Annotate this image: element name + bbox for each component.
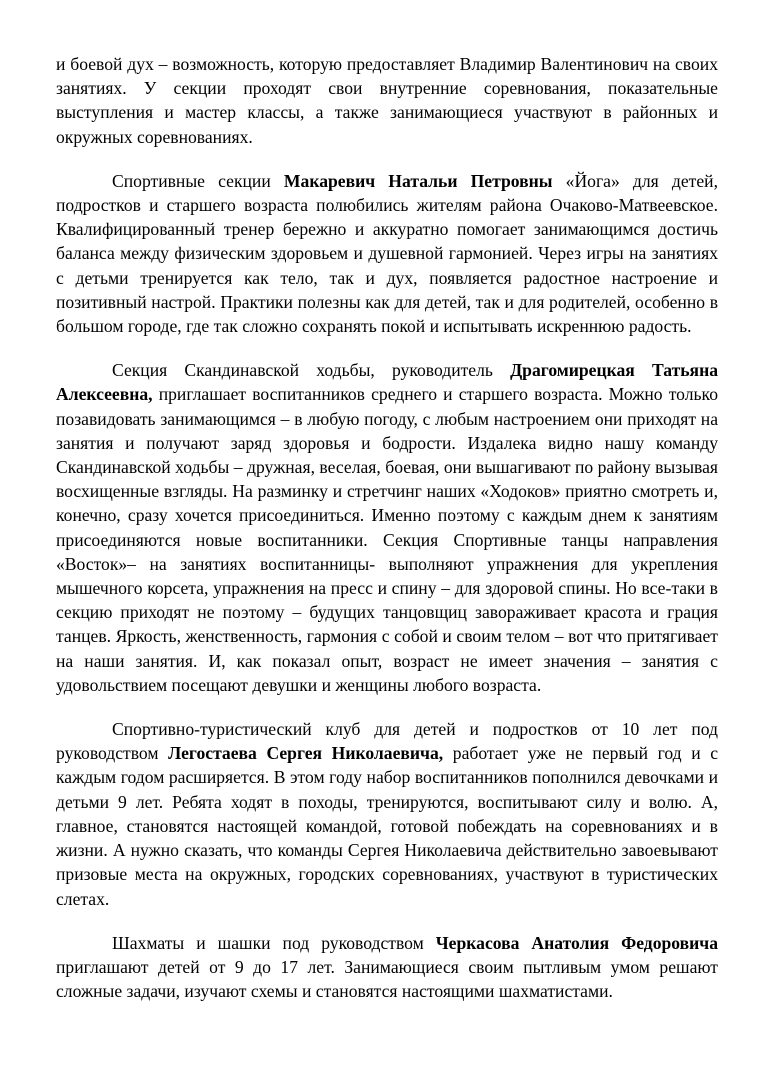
paragraph-chess [56,931,718,1004]
paragraph-text: и боевой дух – возможность, которую предоставляет Владимир Валентинович на своих занятиях. У секции проходят свои внутренние соревнования, показательные выступления и мастер классы, а также занимающиеся участвуют в районных и окружных соревнованиях. [56,54,718,147]
paragraph-nordic-walking [56,358,718,697]
coach-name: Черкасова Анатолия Федоровича [435,932,719,953]
coach-name: Макаревич Натальи Петровны [283,170,553,191]
coach-name: Драгомирецкая Татьяна Алексеевна, [56,360,719,405]
paragraph-tourism-club [56,717,718,911]
paragraph-text: Секция Скандинавской ходьбы, руководитель [112,360,511,381]
paragraph-text: Спортивно-туристический клуб для детей и подростков от 10 лет под руководством [56,719,718,764]
paragraph-yoga [56,169,718,338]
document-page [56,52,718,1023]
paragraph-intro-continuation [56,52,718,149]
paragraph-text: работает уже не первый год и с каждым годом расширяется. В этом году набор воспитанников пополнился девочками и детьми 9 лет. Ребята ходят в походы, тренируются, воспитывают силу и волю. А, главное, становятся настоящей командой, готовой побеждать на соревнованиях и в жизни. А нужно сказать, что команды Сергея Николаевича действительно завоевывают призовые места на окружных, городских соревнованиях, участвуют в туристических слетах. [56,743,719,909]
paragraph-text: приглашает воспитанников среднего и старшего возраста. Можно только позавидовать занимающимся – в любую погоду, с любым настроением они приходят на занятия и получают заряд здоровья и бодрости. Издалека видно нашу команду Скандинавской ходьбы – дружная, веселая, боевая, они вышагивают по району вызывая восхищенные взгляды. На разминку и стретчинг наших «Ходоков» приятно смотреть и, конечно, сразу хочется присоединиться. Именно поэтому с каждым днем к занятиям присоединяются новые воспитанники. Секция Спортивные танцы направления «Восток»– на занятиях воспитанницы- выполняют упражнения для укрепления мышечного корсета, упражнения на пресс и спину – для здоровой спины. Но все-таки в секцию приходят не поэтому – будущих танцовщиц завораживает красота и грация танцев. Яркость, женственность, гармония с собой и своим телом – вот что притягивает на наши занятия. И, как показал опыт, возраст не имеет значения – занятия с удовольствием посещают девушки и женщины любого возраста. [56,384,718,695]
paragraph-text: Спортивные секции [112,170,284,191]
paragraph-text: приглашают детей от 9 до 17 лет. Занимающиеся своим пытливым умом решают сложные задачи, изучают схемы и становятся настоящими шахматистами. [56,956,718,1002]
paragraph-text: «Йога» для детей, подростков и старшего возраста полюбились жителям района Очаково-Матвеевское. Квалифицированный тренер бережно и аккуратно помогает занимающимся достичь баланса между физическим здоровьем и душевной гармонией. Через игры на занятиях с детьми тренируется как тело, так и дух, появляется радостное настроение и позитивный настрой. Практики полезны как для детей, так и для родителей, особенно в большом городе, где так сложно сохранять покой и испытывать искреннюю радость. [56,170,718,337]
paragraph-text: Шахматы и шашки под руководством [112,932,436,953]
coach-name: Легостаева Сергея Николаевича, [168,743,444,764]
